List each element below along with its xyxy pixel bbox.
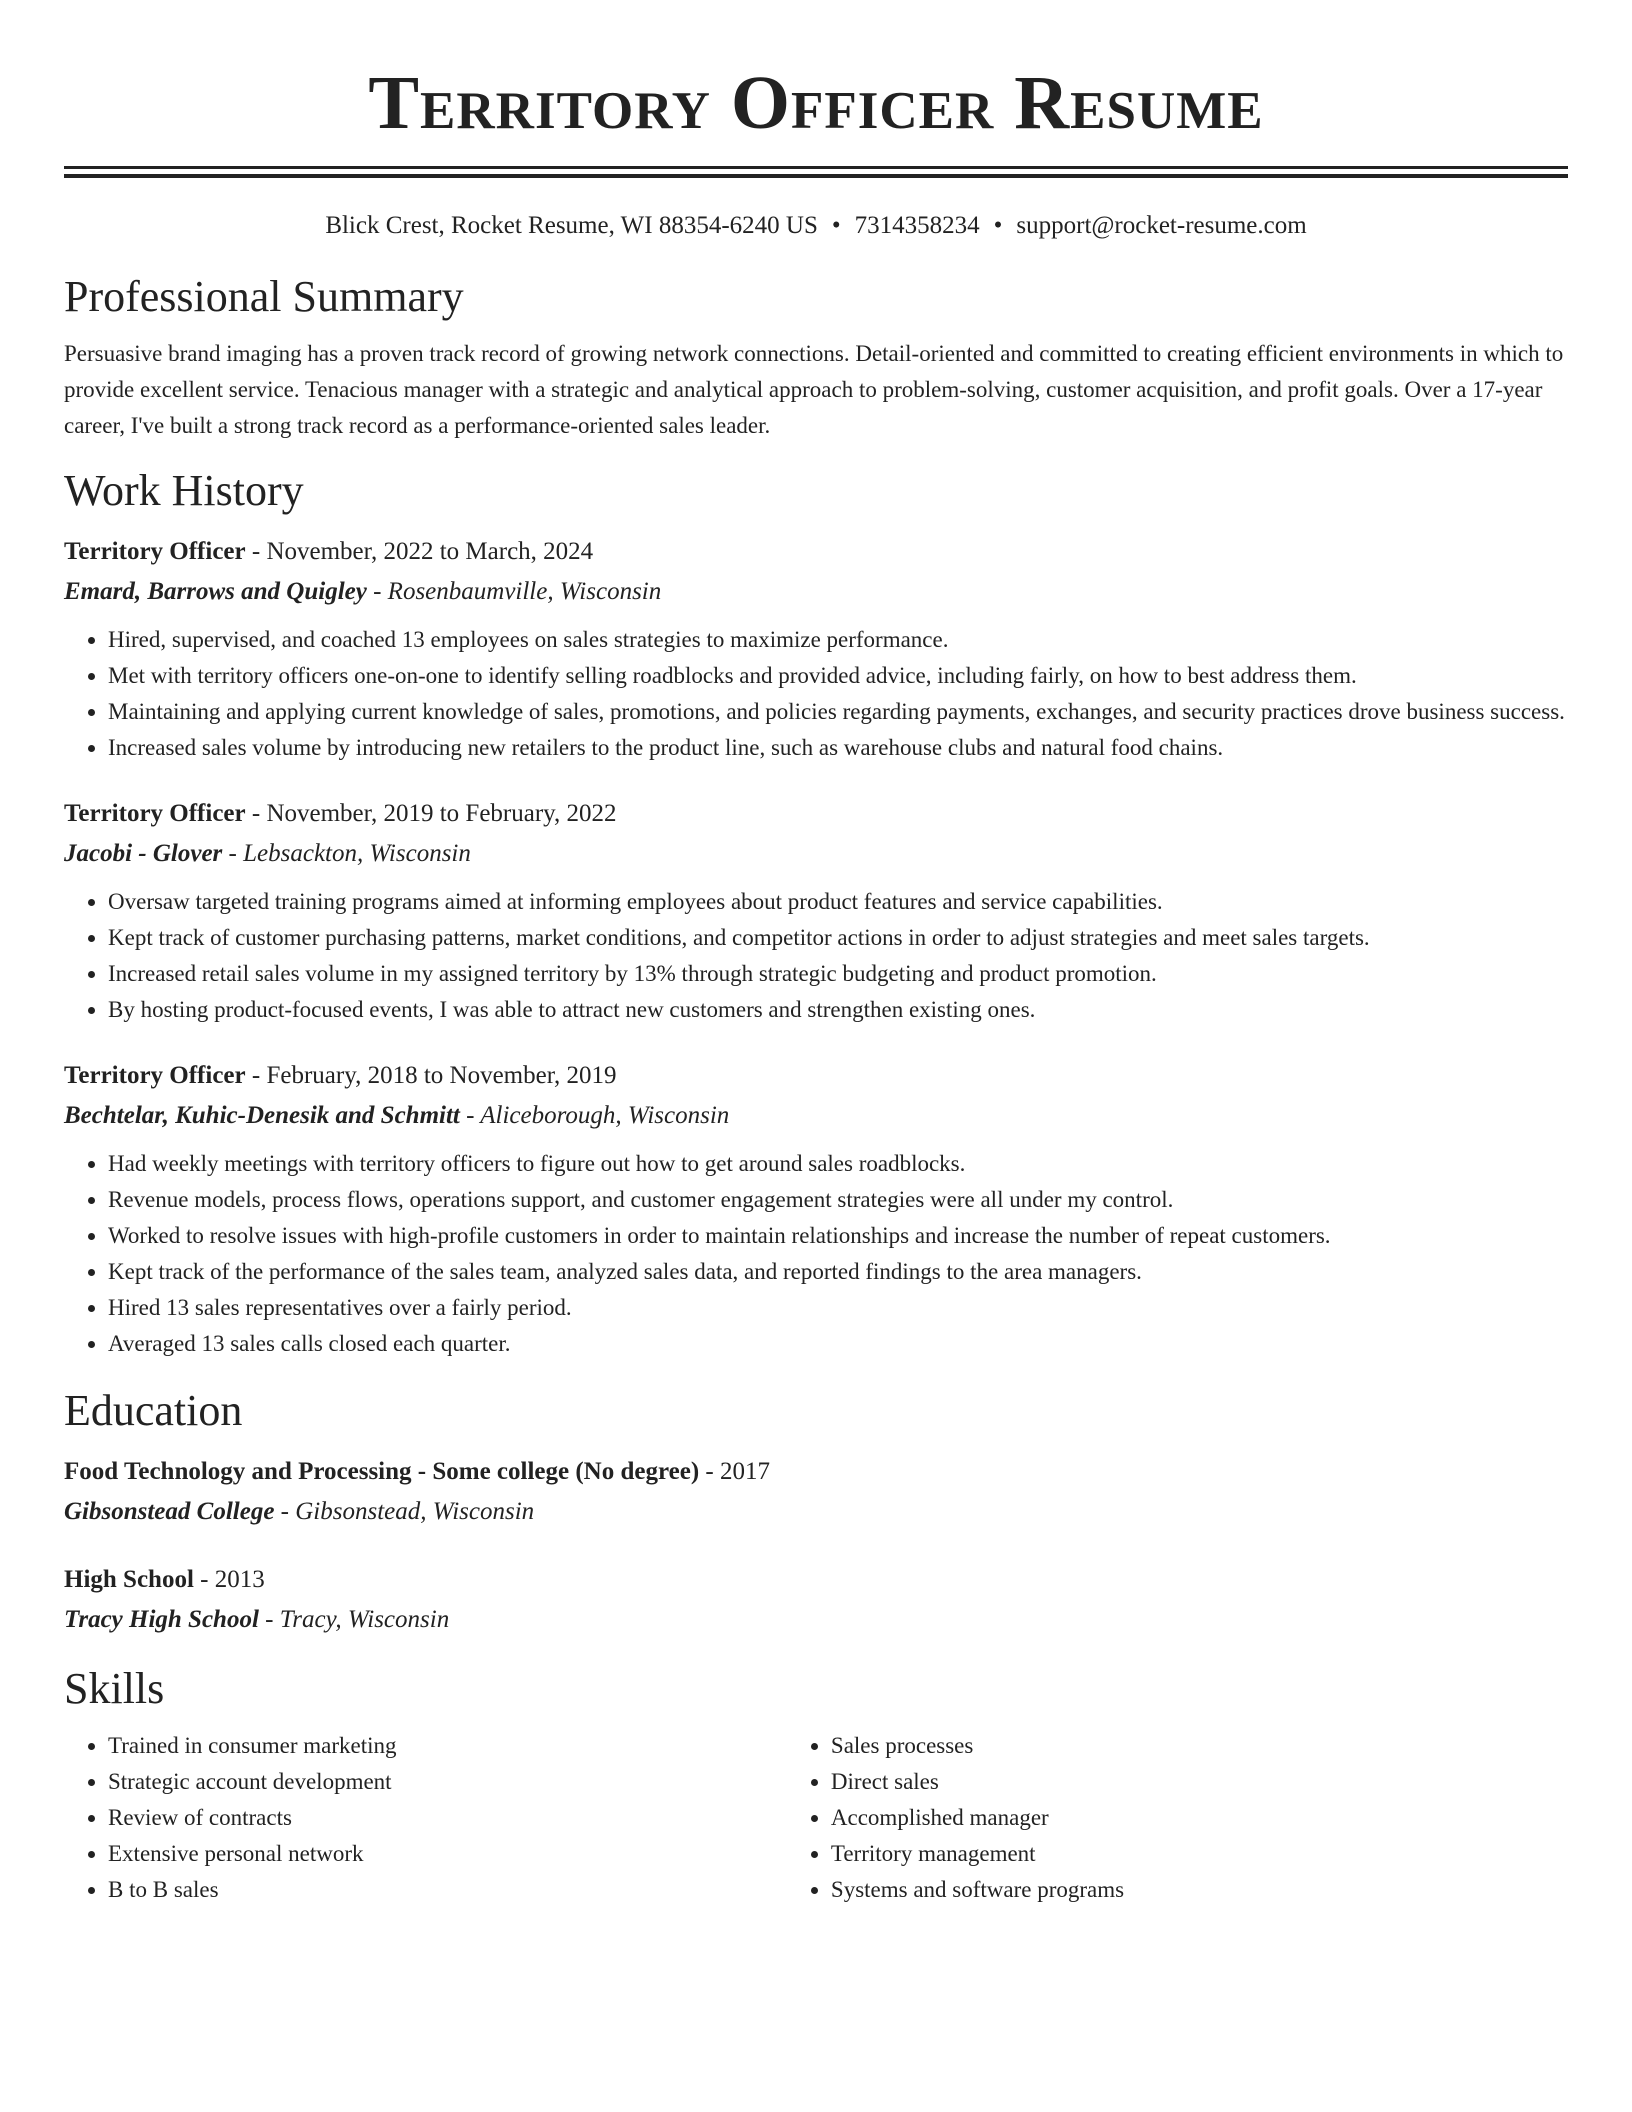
skills-column-left	[64, 1728, 787, 1908]
degree-name: Food Technology and Processing - Some college (No degree)	[64, 1458, 700, 1485]
job-title: Territory Officer	[64, 800, 246, 827]
skill-item: • Accomplished manager	[831, 1800, 1568, 1836]
summary-heading: Professional Summary	[64, 272, 464, 321]
company-name: Bechtelar, Kuhic-Denesik and Schmitt	[64, 1102, 460, 1129]
education-entry	[64, 1560, 1568, 1640]
job-entry	[64, 794, 1568, 1028]
work-history-heading: Work History	[64, 466, 304, 515]
job-title: Territory Officer	[64, 1062, 246, 1089]
company-location: - Lebsackton, Wisconsin	[222, 840, 471, 867]
job-entry	[64, 1056, 1568, 1362]
company-location: - Rosenbaumville, Wisconsin	[366, 578, 662, 605]
contact-address: Blick Crest, Rocket Resume, WI 88354-6240 US	[325, 212, 818, 239]
resume-page	[64, 0, 1568, 1908]
list-item: • Increased retail sales volume in my assigned territory by 13% through strategic budgeting and product promotion.	[108, 956, 1568, 992]
list-item: • Maintaining and applying current knowledge of sales, promotions, and policies regarding payments, exchanges, and security practices drove business success.	[108, 694, 1568, 730]
contact-phone: 7314358234	[854, 212, 980, 239]
list-item: • Kept track of the performance of the sales team, analyzed sales data, and reported findings to the area managers.	[108, 1254, 1568, 1290]
professional-summary-section	[64, 270, 1568, 444]
list-item: • By hosting product-focused events, I was able to attract new customers and strengthen existing ones.	[108, 992, 1568, 1028]
contact-email: support@rocket-resume.com	[1016, 212, 1307, 239]
degree-year: - 2013	[193, 1566, 265, 1593]
company-name: Jacobi - Glover	[64, 840, 223, 867]
list-item: • Worked to resolve issues with high-profile customers in order to maintain relationships and increase the number of repeat customers.	[108, 1218, 1568, 1254]
skill-item: • Systems and software programs	[831, 1872, 1568, 1908]
skill-item: • Sales processes	[831, 1728, 1568, 1764]
school-line	[64, 1600, 1568, 1640]
degree-line	[64, 1452, 1568, 1492]
list-item: • Had weekly meetings with territory officers to figure out how to get around sales roadblocks.	[108, 1146, 1568, 1182]
job-dates: - November, 2019 to February, 2022	[245, 800, 617, 827]
work-history-section	[64, 464, 1568, 1362]
company-location: - Aliceborough, Wisconsin	[459, 1102, 730, 1129]
contact-line	[64, 208, 1568, 244]
job-title: Territory Officer	[64, 538, 246, 565]
skills-grid	[64, 1728, 1568, 1908]
contact-separator: •	[831, 212, 841, 239]
job-title-line	[64, 532, 1568, 572]
list-item: • Increased sales volume by introducing new retailers to the product line, such as warehouse clubs and natural food chains.	[108, 730, 1568, 766]
skill-item: • Direct sales	[831, 1764, 1568, 1800]
list-item: • Revenue models, process flows, operations support, and customer engagement strategies were all under my control.	[108, 1182, 1568, 1218]
skill-item: • Trained in consumer marketing	[108, 1728, 787, 1764]
list-item: • Kept track of customer purchasing patterns, market conditions, and competitor actions in order to adjust strategies and meet sales targets.	[108, 920, 1568, 956]
company-line	[64, 572, 1568, 612]
school-name: Gibsonstead College	[64, 1498, 275, 1525]
job-title-line	[64, 794, 1568, 834]
degree-year: - 2017	[699, 1458, 770, 1485]
degree-name: High School	[64, 1566, 194, 1593]
skill-item: • Strategic account development	[108, 1764, 787, 1800]
job-entry	[64, 532, 1568, 766]
list-item: • Hired 13 sales representatives over a fairly period.	[108, 1290, 1568, 1326]
summary-text: Persuasive brand imaging has a proven track record of growing network connections. Detail-oriented and committed to creating efficient environments in which to provide excellent service. Tenacious manager with a strategic and analytical approach to problem-solving, customer acquisition, and profit goals. Over a 17-year career, I've built a strong track record as a performance-oriented sales leader.	[64, 341, 1564, 438]
skills-column-right	[787, 1728, 1568, 1908]
company-line	[64, 834, 1568, 874]
resume-title: Territory Officer Resume	[368, 61, 1264, 145]
job-bullets	[64, 884, 1568, 1028]
company-line	[64, 1096, 1568, 1136]
degree-line	[64, 1560, 1568, 1600]
education-entry	[64, 1452, 1568, 1532]
school-location: - Tracy, Wisconsin	[258, 1606, 450, 1633]
skill-item: • Extensive personal network	[108, 1836, 787, 1872]
list-item: • Averaged 13 sales calls closed each quarter.	[108, 1326, 1568, 1362]
skill-item: • Review of contracts	[108, 1800, 787, 1836]
contact-separator: •	[993, 212, 1003, 239]
list-item: • Hired, supervised, and coached 13 employees on sales strategies to maximize performance.	[108, 622, 1568, 658]
school-line	[64, 1492, 1568, 1532]
job-bullets	[64, 622, 1568, 766]
company-name: Emard, Barrows and Quigley	[64, 578, 367, 605]
job-dates: - November, 2022 to March, 2024	[245, 538, 594, 565]
list-item: • Oversaw targeted training programs aimed at informing employees about product features and service capabilities.	[108, 884, 1568, 920]
title-rule-bottom	[64, 174, 1568, 178]
skills-heading: Skills	[64, 1664, 165, 1713]
skill-item: • B to B sales	[108, 1872, 787, 1908]
job-title-line	[64, 1056, 1568, 1096]
school-name: Tracy High School	[64, 1606, 259, 1633]
job-dates: - February, 2018 to November, 2019	[245, 1062, 617, 1089]
education-section	[64, 1384, 1568, 1640]
title-rule-top	[64, 166, 1568, 169]
school-location: - Gibsonstead, Wisconsin	[274, 1498, 535, 1525]
job-bullets	[64, 1146, 1568, 1362]
skills-section	[64, 1662, 1568, 1908]
skill-item: • Territory management	[831, 1836, 1568, 1872]
education-heading: Education	[64, 1386, 243, 1435]
list-item: • Met with territory officers one-on-one to identify selling roadblocks and provided advice, including fairly, on how to best address them.	[108, 658, 1568, 694]
